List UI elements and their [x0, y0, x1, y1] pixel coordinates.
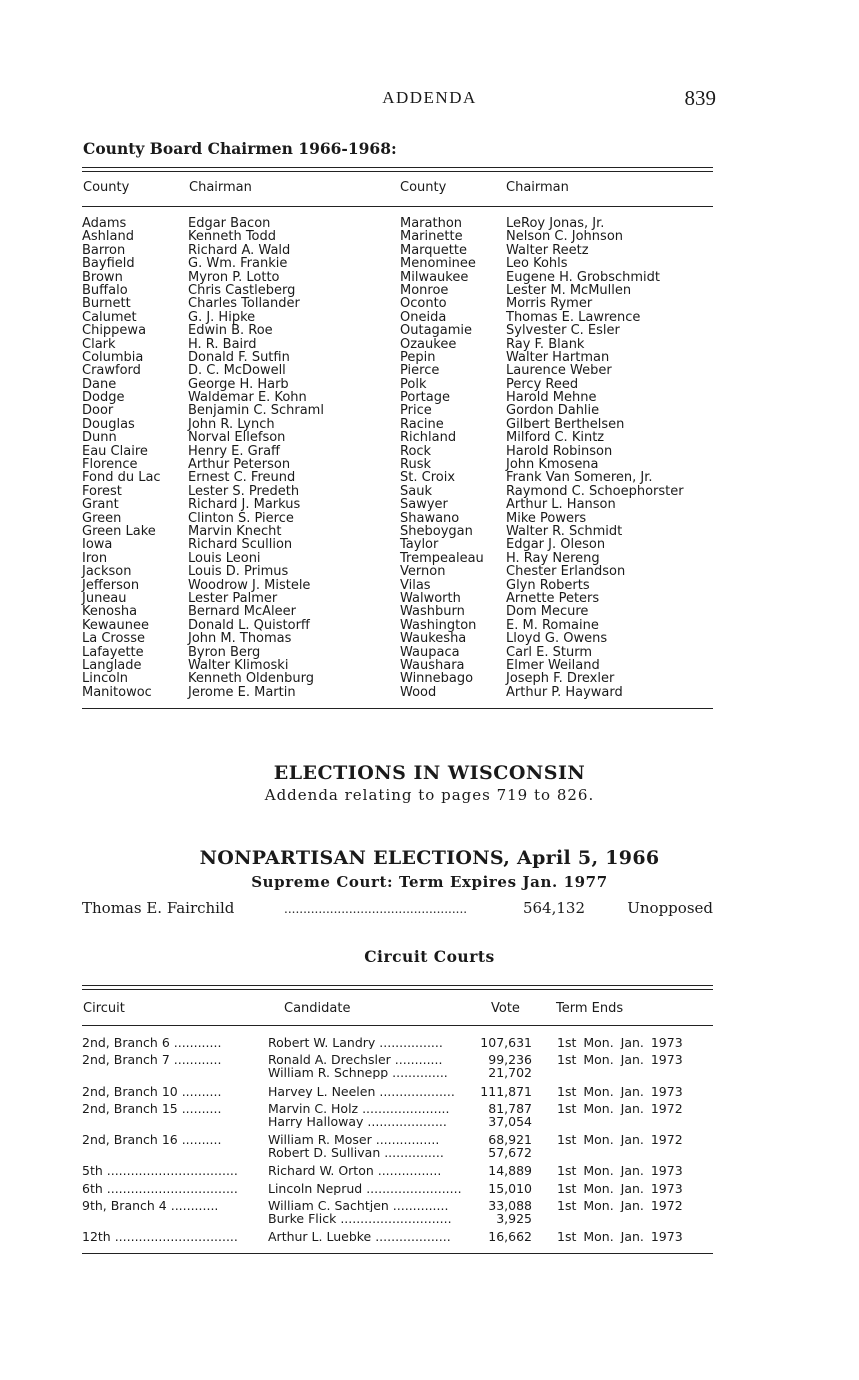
chairman-name: John M. Thomas	[188, 631, 292, 647]
chairman-name: Richard A. Wald	[188, 242, 291, 258]
vote-count: 68,921	[488, 1133, 532, 1147]
county-name: Iron	[82, 550, 108, 566]
chairman-name: Dom Mecure	[506, 604, 589, 620]
candidate-cell	[268, 1085, 476, 1098]
col-header-chairman-2: Chairman	[506, 180, 569, 195]
term-ends: 1st Mon. Jan. 1973	[557, 1085, 683, 1098]
county-name: Calumet	[82, 309, 137, 325]
county-name: Washington	[400, 617, 477, 633]
chairman-name: Frank Van Someren, Jr.	[506, 470, 653, 486]
vote-cell	[474, 1199, 532, 1225]
county-name: Waushara	[400, 657, 465, 673]
cc-header-term: Term Ends	[556, 1001, 624, 1016]
fairchild-name: Thomas E. Fairchild	[82, 899, 235, 917]
candidate-name: Robert D. Sullivan ...............	[268, 1146, 444, 1159]
chairman-name: Harold Mehne	[506, 390, 597, 406]
county-name: Eau Claire	[82, 443, 148, 459]
chairman-name: Joseph F. Drexler	[506, 671, 615, 687]
candidate-name: William C. Sachtjen ..............	[268, 1199, 449, 1212]
county-name: Manitowoc	[82, 684, 152, 700]
county-name: Waupaca	[400, 644, 460, 660]
term-ends: 1st Mon. Jan. 1973	[557, 1164, 683, 1177]
county-name: Washburn	[400, 604, 465, 620]
county-name: La Crosse	[82, 631, 145, 647]
chairman-name: Lester Palmer	[188, 590, 278, 606]
county-name: Milwaukee	[400, 269, 469, 285]
circuit-label: 2nd, Branch 6 ............	[82, 1036, 222, 1049]
chairman-name: Richard J. Markus	[188, 497, 301, 513]
circuit-label: 12th ...............................	[82, 1230, 238, 1243]
county-name: Trempealeau	[400, 550, 484, 566]
chairman-name: D. C. McDowell	[188, 363, 286, 379]
county-name: Sheboygan	[400, 523, 473, 539]
county-name: Burnett	[82, 296, 131, 312]
county-name: Sauk	[400, 483, 432, 499]
county-name: Crawford	[82, 363, 141, 379]
county-name: Racine	[400, 416, 444, 432]
chairman-name: Leo Kohls	[506, 256, 568, 272]
vote-cell	[474, 1085, 532, 1098]
county-name: Green Lake	[82, 523, 156, 539]
county-name: Green	[82, 510, 122, 526]
chairman-name: G. J. Hipke	[188, 309, 256, 325]
chairman-name: Lester M. McMullen	[506, 282, 632, 298]
chairman-name: Walter Hartman	[506, 349, 610, 365]
vote-count: 3,925	[496, 1211, 532, 1225]
county-name: Jackson	[82, 564, 132, 580]
chairman-name: Gilbert Berthelsen	[506, 416, 625, 432]
chairman-name: Laurence Weber	[506, 363, 612, 379]
county-name: Adams	[82, 216, 127, 231]
chairman-name: Arthur Peterson	[188, 457, 291, 473]
chairman-name: Edgar Bacon	[188, 216, 271, 231]
elections-title: ELECTIONS IN WISCONSIN	[273, 762, 586, 784]
vote-cell	[474, 1164, 532, 1177]
chairman-name: Lester S. Predeth	[188, 483, 300, 499]
right-chairman-column	[506, 217, 684, 699]
chairman-name: Edwin B. Roe	[188, 323, 273, 339]
county-name: Wood	[400, 684, 437, 700]
vote-count: 14,889	[488, 1164, 532, 1177]
supreme-court-title: Supreme Court: Term Expires Jan. 1977	[251, 873, 608, 891]
cc-top-rule	[82, 985, 713, 986]
vote-cell	[474, 1230, 532, 1243]
county-name: Lafayette	[82, 644, 144, 660]
vote-count: 16,662	[488, 1230, 532, 1243]
county-name: Price	[400, 403, 432, 419]
chairman-name: Chester Erlandson	[506, 564, 626, 580]
chairman-name: Ernest C. Freund	[188, 470, 296, 486]
chairman-name: Myron P. Lotto	[188, 269, 280, 285]
county-name: Jefferson	[82, 577, 140, 593]
candidate-name: Harvey L. Neelen ...................	[268, 1085, 455, 1098]
vote-count: 107,631	[480, 1036, 532, 1049]
county-name: Walworth	[400, 590, 461, 606]
circuit-label: 2nd, Branch 16 ..........	[82, 1133, 222, 1146]
county-name: Portage	[400, 390, 450, 406]
county-name: Buffalo	[82, 282, 128, 298]
chairman-name: Carl E. Sturm	[506, 644, 592, 660]
county-name: Grant	[82, 497, 119, 513]
chairman-name: Marvin Knecht	[188, 523, 282, 539]
fairchild-note: Unopposed	[627, 899, 713, 917]
chairman-name: LeRoy Jonas, Jr.	[506, 216, 605, 231]
county-name: Vilas	[400, 577, 431, 593]
chairman-name: Nelson C. Johnson	[506, 229, 624, 245]
chairman-name: G. Wm. Frankie	[188, 256, 288, 272]
chairman-name: Arnette Peters	[506, 590, 600, 606]
candidate-cell	[268, 1053, 476, 1079]
chairman-name: Kenneth Oldenburg	[188, 671, 315, 687]
circuit-label: 2nd, Branch 7 ............	[82, 1053, 222, 1066]
vote-count: 37,054	[488, 1114, 532, 1128]
chairman-name: H. Ray Nereng	[506, 550, 600, 566]
county-name: Menominee	[400, 256, 476, 272]
chairman-name: Arthur P. Hayward	[506, 684, 623, 700]
county-name: Outagamie	[400, 323, 473, 339]
county-name: Winnebago	[400, 671, 474, 687]
candidate-cell	[268, 1199, 476, 1225]
running-header: ADDENDA	[382, 88, 477, 107]
col-header-chairman-1: Chairman	[189, 180, 252, 195]
candidate-cell	[268, 1164, 476, 1177]
cc-header-circuit: Circuit	[83, 1001, 125, 1016]
county-name: Vernon	[400, 564, 446, 580]
chairman-name: Chris Castleberg	[188, 282, 296, 298]
cc-top-rule-2	[82, 989, 713, 990]
page-number: 839	[684, 86, 716, 110]
term-ends: 1st Mon. Jan. 1973	[557, 1182, 683, 1195]
circuit-label: 9th, Branch 4 ............	[82, 1199, 219, 1212]
county-name: Iowa	[82, 537, 113, 553]
circuit-label: 5th .................................	[82, 1164, 238, 1177]
chairman-name: Donald F. Sutfin	[188, 349, 290, 365]
chairman-name: Kenneth Todd	[188, 229, 277, 245]
county-name: Chippewa	[82, 323, 147, 339]
county-board-title: County Board Chairmen 1966-1968:	[83, 139, 397, 158]
chairman-name: Raymond C. Schoephorster	[506, 483, 684, 499]
county-name: Kewaunee	[82, 617, 149, 633]
county-name: Columbia	[82, 349, 144, 365]
county-name: Douglas	[82, 416, 135, 432]
candidate-name: Ronald A. Drechsler ............	[268, 1053, 443, 1066]
chairman-name: Milford C. Kintz	[506, 430, 605, 446]
chairman-name: Benjamin C. Schraml	[188, 403, 324, 419]
candidate-name: Richard W. Orton ................	[268, 1164, 442, 1177]
county-name: Lincoln	[82, 671, 129, 687]
vote-cell	[474, 1102, 532, 1128]
county-name: Brown	[82, 269, 123, 285]
candidate-name: Burke Flick ............................	[268, 1212, 452, 1225]
chairman-name: Henry E. Graff	[188, 443, 281, 459]
term-ends: 1st Mon. Jan. 1972	[557, 1199, 683, 1212]
candidate-cell	[268, 1102, 476, 1128]
col-header-county-1: County	[83, 180, 130, 195]
vote-count: 15,010	[488, 1182, 532, 1195]
county-name: St. Croix	[400, 470, 456, 486]
county-name: Marquette	[400, 242, 467, 258]
cc-bottom-rule	[82, 1253, 713, 1254]
county-name: Dunn	[82, 430, 117, 446]
county-name: Juneau	[82, 590, 127, 606]
candidate-cell	[268, 1036, 476, 1049]
chairman-name: Mike Powers	[506, 510, 587, 526]
top-rule-2	[82, 171, 713, 172]
county-name: Dodge	[82, 390, 125, 406]
left-chairman-column	[188, 217, 324, 699]
chairman-name: Edgar J. Oleson	[506, 537, 606, 553]
vote-count: 33,088	[488, 1199, 532, 1213]
chairman-name: Morris Rymer	[506, 296, 593, 312]
county-name: Oconto	[400, 296, 447, 312]
fairchild-vote: 564,132	[522, 899, 585, 917]
fairchild-dots: ................................................	[284, 902, 468, 916]
vote-cell	[474, 1053, 532, 1079]
chairman-name: Arthur L. Hanson	[506, 497, 616, 513]
left-county-column	[82, 217, 161, 699]
chairman-name: Sylvester C. Esler	[506, 323, 620, 339]
county-name: Polk	[400, 376, 427, 392]
term-ends: 1st Mon. Jan. 1972	[557, 1102, 683, 1115]
vote-cell	[474, 1133, 532, 1159]
chairman-name: Ray F. Blank	[506, 336, 585, 352]
chairman-name: Richard Scullion	[188, 537, 293, 553]
county-name: Fond du Lac	[82, 470, 161, 486]
nonpartisan-title: NONPARTISAN ELECTIONS, April 5, 1966	[199, 847, 660, 869]
chairman-name: John R. Lynch	[188, 416, 275, 432]
chairman-name: Jerome E. Martin	[188, 684, 296, 700]
chairman-name: Norval Ellefson	[188, 430, 286, 446]
right-county-column	[400, 217, 484, 699]
candidate-name: Lincoln Neprud ........................	[268, 1182, 462, 1195]
vote-cell	[474, 1182, 532, 1195]
county-name: Barron	[82, 242, 126, 258]
vote-count: 81,787	[488, 1102, 532, 1116]
bottom-rule	[82, 708, 713, 709]
circuit-label: 2nd, Branch 15 ..........	[82, 1102, 222, 1115]
county-name: Pierce	[400, 363, 440, 379]
county-name: Rock	[400, 443, 432, 459]
candidate-cell	[268, 1182, 476, 1195]
county-name: Door	[82, 403, 114, 419]
county-name: Pepin	[400, 349, 436, 365]
chairman-name: Lloyd G. Owens	[506, 631, 608, 647]
chairman-name: Eugene H. Grobschmidt	[506, 269, 661, 285]
county-name: Florence	[82, 457, 138, 473]
chairman-name: Walter Klimoski	[188, 657, 289, 673]
top-rule	[82, 167, 713, 168]
candidate-name: Harry Halloway ....................	[268, 1115, 447, 1128]
candidate-cell	[268, 1230, 476, 1243]
chairman-name: H. R. Baird	[188, 336, 257, 352]
header-rule	[82, 206, 713, 207]
county-name: Marathon	[400, 216, 463, 231]
candidate-name: Marvin C. Holz ......................	[268, 1102, 450, 1115]
circuit-courts-title: Circuit Courts	[364, 947, 495, 966]
chairman-name: Harold Robinson	[506, 443, 613, 459]
chairman-name: Elmer Weiland	[506, 657, 600, 673]
county-name: Ashland	[82, 229, 134, 245]
candidate-cell	[268, 1133, 476, 1159]
chairman-name: Woodrow J. Mistele	[188, 577, 311, 593]
candidate-name: William R. Schnepp ..............	[268, 1066, 448, 1079]
vote-count: 111,871	[480, 1085, 532, 1098]
candidate-name: William R. Moser ................	[268, 1133, 440, 1146]
county-name: Taylor	[400, 537, 439, 553]
circuit-label: 6th .................................	[82, 1182, 238, 1195]
candidate-name: Arthur L. Luebke ...................	[268, 1230, 451, 1243]
elections-subtitle: Addenda relating to pages 719 to 826.	[264, 786, 595, 804]
county-name: Richland	[400, 430, 457, 446]
chairman-name: Byron Berg	[188, 644, 261, 660]
circuit-label: 2nd, Branch 10 ..........	[82, 1085, 222, 1098]
chairman-name: E. M. Romaine	[506, 617, 599, 633]
chairman-name: Clinton S. Pierce	[188, 510, 294, 526]
county-name: Oneida	[400, 309, 447, 325]
county-name: Waukesha	[400, 631, 467, 647]
term-ends: 1st Mon. Jan. 1973	[557, 1053, 683, 1066]
county-name: Dane	[82, 376, 117, 392]
vote-count: 99,236	[488, 1053, 532, 1067]
vote-count: 21,702	[488, 1065, 532, 1079]
county-name: Ozaukee	[400, 336, 457, 352]
cc-header-candidate: Candidate	[284, 1001, 351, 1016]
term-ends: 1st Mon. Jan. 1973	[557, 1230, 683, 1243]
county-name: Sawyer	[400, 497, 448, 513]
chairman-name: Thomas E. Lawrence	[506, 309, 641, 325]
chairman-name: Waldemar E. Kohn	[188, 390, 307, 406]
chairman-name: Walter R. Schmidt	[506, 523, 623, 539]
vote-cell	[474, 1036, 532, 1049]
chairman-name: Walter Reetz	[506, 242, 589, 258]
county-name: Marinette	[400, 229, 463, 245]
term-ends: 1st Mon. Jan. 1973	[557, 1036, 683, 1049]
chairman-name: Louis D. Primus	[188, 564, 289, 580]
county-name: Kenosha	[82, 604, 138, 620]
county-name: Shawano	[400, 510, 460, 526]
cc-header-rule	[82, 1025, 713, 1026]
term-ends: 1st Mon. Jan. 1972	[557, 1133, 683, 1146]
chairman-name: Donald L. Quistorff	[188, 617, 310, 633]
county-name: Forest	[82, 483, 122, 499]
county-name: Rusk	[400, 457, 431, 473]
chairman-name: John Kmosena	[506, 457, 599, 473]
county-name: Clark	[82, 336, 116, 352]
chairman-name: George H. Harb	[188, 376, 289, 392]
col-header-county-2: County	[400, 180, 447, 195]
county-name: Monroe	[400, 282, 449, 298]
vote-count: 57,672	[488, 1145, 532, 1159]
chairman-name: Bernard McAleer	[188, 604, 296, 620]
chairman-name: Glyn Roberts	[506, 577, 590, 593]
cc-header-vote: Vote	[491, 1001, 520, 1016]
chairman-name: Charles Tollander	[188, 296, 300, 312]
county-name: Langlade	[82, 657, 142, 673]
chairman-name: Gordon Dahlie	[506, 403, 600, 419]
chairman-name: Percy Reed	[506, 376, 579, 392]
chairman-name: Louis Leoni	[188, 550, 261, 566]
county-name: Bayfield	[82, 256, 135, 272]
candidate-name: Robert W. Landry ................	[268, 1036, 443, 1049]
